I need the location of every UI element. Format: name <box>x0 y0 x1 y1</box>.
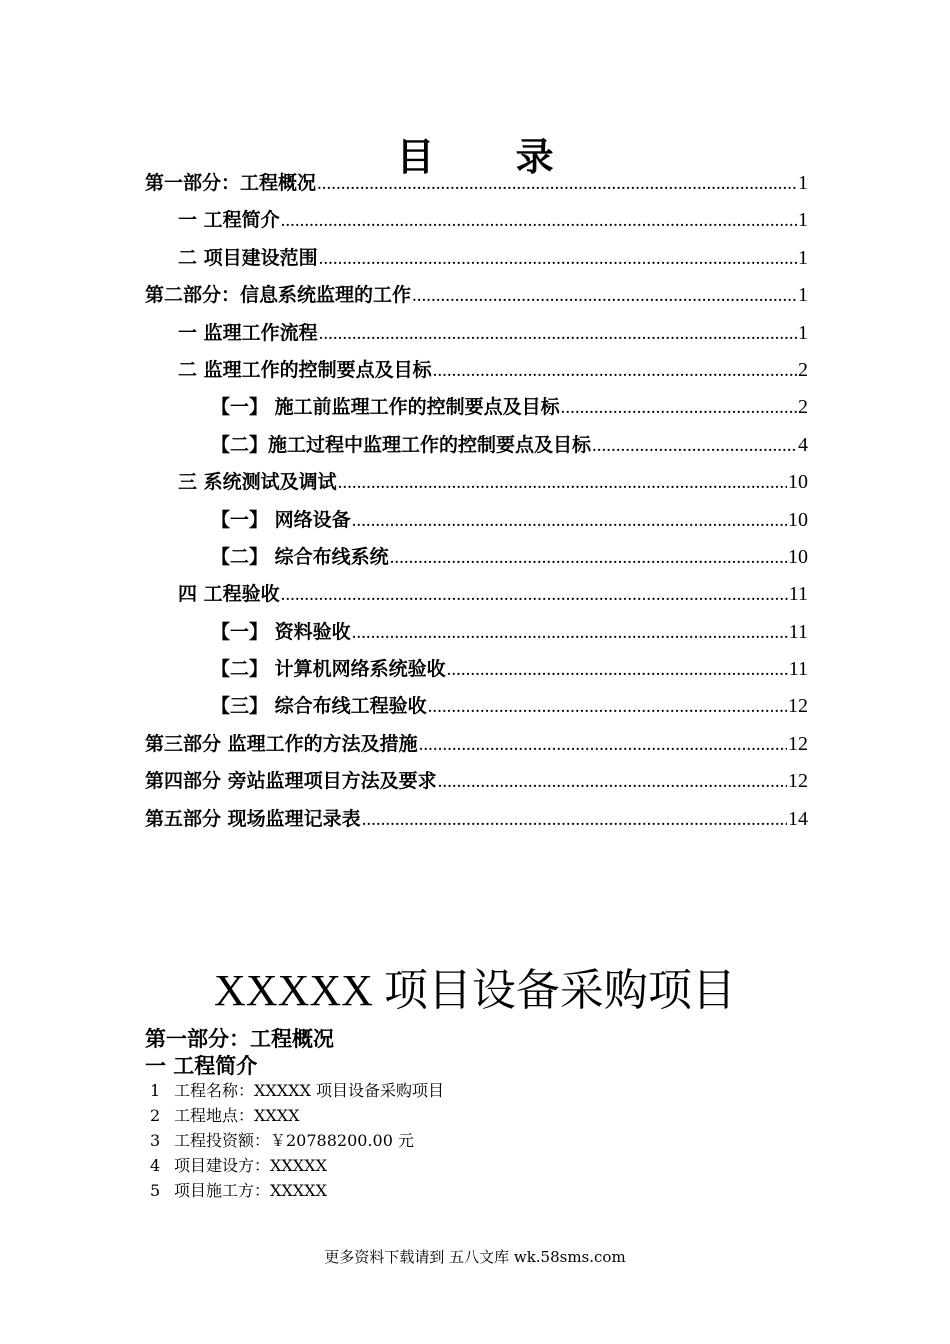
list-item <box>150 1178 444 1203</box>
list-item-text: 项目建设方：XXXXX <box>174 1156 327 1175</box>
toc-entry-label: 一 工程简介 <box>178 209 280 232</box>
toc-entry-label: 二 项目建设范围 <box>178 246 318 269</box>
toc-entry-label: 【三】 综合布线工程验收 <box>211 695 427 718</box>
toc-leader-dots <box>433 360 797 382</box>
toc-entry-label: 三 系统测试及调试 <box>178 471 337 494</box>
toc-leader-dots <box>428 696 787 718</box>
toc-leader-dots <box>390 547 787 569</box>
page-footer: 更多资料下载请到 五八文库 wk.58sms.com <box>324 1248 626 1266</box>
toc-entry-page: 1 <box>798 284 808 307</box>
list-item <box>150 1153 444 1178</box>
section-heading: 第一部分：工程概况 <box>145 1027 334 1051</box>
toc-entry-label: 一 监理工作流程 <box>178 321 318 344</box>
toc-entry-page: 12 <box>788 695 808 718</box>
toc-entry-label: 第二部分：信息系统监理的工作 <box>145 284 412 307</box>
toc-entry-label: 【二】施工过程中监理工作的控制要点及目标 <box>211 433 592 456</box>
toc-leader-dots <box>592 435 797 457</box>
toc-entry[interactable] <box>145 243 808 280</box>
toc-entry[interactable] <box>145 691 808 728</box>
toc-leader-dots <box>317 173 797 195</box>
toc-leader-dots <box>281 584 788 606</box>
toc-entry-label: 【二】 综合布线系统 <box>211 545 389 568</box>
toc-entry-label: 【一】 网络设备 <box>211 508 351 531</box>
list-item-number: 4 <box>150 1156 161 1175</box>
toc-entry-label: 二 监理工作的控制要点及目标 <box>178 358 432 381</box>
toc-entry-label: 第三部分 监理工作的方法及措施 <box>145 732 418 755</box>
toc-leader-dots <box>352 622 788 644</box>
toc-entry-page: 2 <box>798 396 808 419</box>
toc-entry-page: 14 <box>788 807 808 830</box>
toc-entry-page: 1 <box>798 246 808 269</box>
toc-leader-dots <box>419 734 787 756</box>
list-item-number: 3 <box>150 1131 161 1150</box>
list-item-text: 工程投资额：￥20788200.00 元 <box>174 1131 414 1150</box>
toc-entry-page: 1 <box>798 321 808 344</box>
list-item <box>150 1078 444 1103</box>
toc-entry[interactable] <box>145 467 808 504</box>
toc-entry-page: 1 <box>798 209 808 232</box>
toc-entry[interactable] <box>145 766 808 803</box>
toc-leader-dots <box>561 397 797 419</box>
toc-entry-label: 第四部分 旁站监理项目方法及要求 <box>145 770 437 793</box>
toc-leader-dots <box>438 771 787 793</box>
toc-entry-page: 11 <box>788 658 808 681</box>
toc-entry[interactable] <box>145 804 808 841</box>
toc-entry-page: 2 <box>798 358 808 381</box>
toc-leader-dots <box>412 285 797 307</box>
toc-entry-page: 11 <box>788 583 808 606</box>
list-item-number: 5 <box>150 1181 161 1200</box>
toc-entry-label: 四 工程验收 <box>178 583 280 606</box>
toc-entry[interactable] <box>145 579 808 616</box>
subsection-heading: 一 工程简介 <box>145 1054 258 1078</box>
toc-leader-dots <box>352 510 787 532</box>
toc-entry[interactable] <box>145 280 808 317</box>
document-title: XXXXX 项目设备采购项目 <box>214 966 736 1015</box>
toc-leader-dots <box>362 809 787 831</box>
list-item-text: 项目施工方：XXXXX <box>174 1181 327 1200</box>
toc-leader-dots <box>319 248 797 270</box>
list-item-number: 2 <box>150 1106 161 1125</box>
toc-leader-dots <box>281 210 797 232</box>
toc-entry[interactable] <box>145 505 808 542</box>
toc-leader-dots <box>319 323 797 345</box>
list-item-text: 工程名称：XXXXX 项目设备采购项目 <box>174 1081 445 1100</box>
toc-entry[interactable] <box>145 617 808 654</box>
project-info-list <box>150 1078 444 1203</box>
toc-entry-page: 10 <box>788 545 808 568</box>
list-item-number: 1 <box>150 1081 161 1100</box>
toc-entry-label: 第一部分：工程概况 <box>145 172 317 194</box>
toc-entry-label: 第五部分 现场监理记录表 <box>145 807 361 830</box>
toc-entry-page: 12 <box>788 732 808 755</box>
toc-title: 目 录 <box>396 135 588 179</box>
toc-entry-label: 【一】 资料验收 <box>211 620 351 643</box>
toc-entry[interactable] <box>145 542 808 579</box>
toc-entry[interactable] <box>145 654 808 691</box>
toc-leader-dots <box>338 472 787 494</box>
toc-entry[interactable] <box>145 355 808 392</box>
toc-entry-page: 10 <box>788 471 808 494</box>
toc-entry-page: 11 <box>788 620 808 643</box>
toc-entry[interactable] <box>145 392 808 429</box>
toc-entry-page: 1 <box>798 172 808 194</box>
toc-entry[interactable] <box>145 205 808 242</box>
toc-entry-label: 【一】 施工前监理工作的控制要点及目标 <box>211 396 560 419</box>
list-item <box>150 1128 444 1153</box>
table-of-contents <box>145 168 808 841</box>
toc-entry-page: 10 <box>788 508 808 531</box>
toc-entry[interactable] <box>145 729 808 766</box>
toc-entry[interactable] <box>145 168 808 205</box>
list-item-text: 工程地点：XXXX <box>174 1106 300 1125</box>
toc-entry-label: 【二】 计算机网络系统验收 <box>211 658 446 681</box>
toc-entry[interactable] <box>145 318 808 355</box>
list-item <box>150 1103 444 1128</box>
toc-entry-page: 12 <box>788 770 808 793</box>
toc-entry[interactable] <box>145 430 808 467</box>
toc-entry-page: 4 <box>798 433 808 456</box>
toc-leader-dots <box>447 659 788 681</box>
